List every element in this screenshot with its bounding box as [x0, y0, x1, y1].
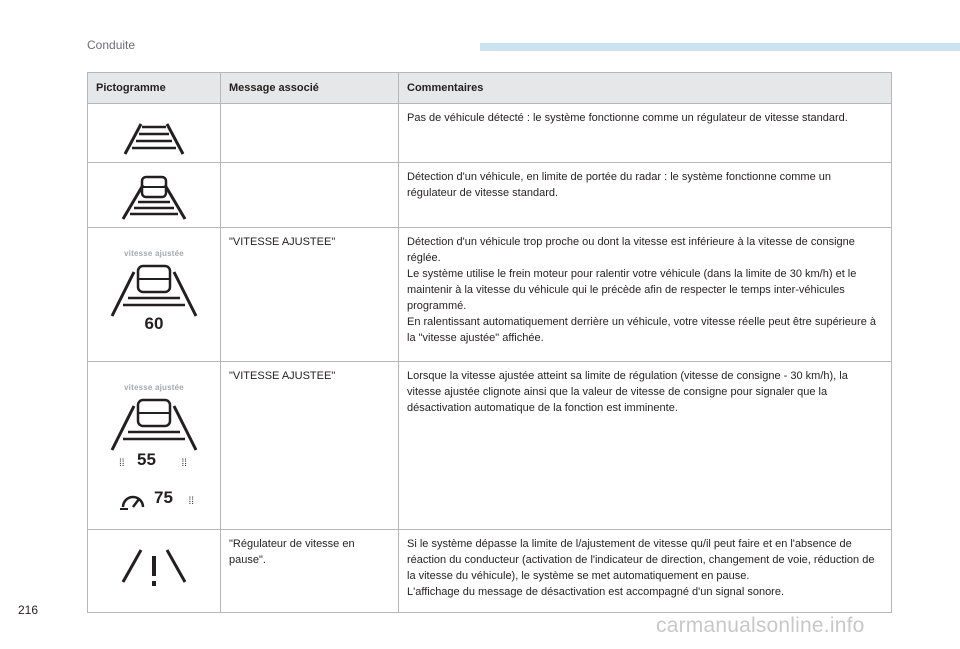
vehicle-close-icon: [104, 262, 204, 318]
comment-cell: Si le système dépasse la limite de l/ajustement de vitesse qu/il peut faire et en l'absence de réaction du conducteur (activation de l'indicateur de direction, changement de voie, réduction de la vitesse du véhicule), le système se met automatiquement en pause. L'affichage du message de désactivation est accompagné d'un signal sonore.: [399, 530, 892, 613]
watermark: carmanualsonline.info: [656, 614, 865, 637]
vehicle-far-icon: [109, 175, 199, 221]
message-cell: "Régulateur de vitesse en pause".: [221, 530, 399, 613]
column-header-message: Message associé: [221, 73, 399, 104]
page-number: 216: [18, 603, 39, 617]
table-header-row: [88, 73, 892, 104]
adjusted-speed-label: vitesse ajustée: [124, 249, 184, 258]
blink-ray-right-icon: ⁞⁞: [188, 496, 194, 507]
pictogram-cell: [88, 530, 221, 613]
vehicle-close-blinking-icon: [104, 396, 204, 452]
message-cell: [221, 163, 399, 228]
column-header-pictogramme: Pictogramme: [88, 73, 221, 104]
road-lanes-icon: [109, 122, 199, 156]
table-row: [88, 163, 892, 228]
blinking-speed: [119, 452, 189, 478]
adjusted-speed-label: vitesse ajustée: [124, 383, 184, 392]
blink-ray-right-icon: ⁞⁞: [181, 458, 187, 469]
pictogram-cell: [88, 228, 221, 362]
section-title: Conduite: [87, 38, 136, 52]
message-cell: [221, 104, 399, 163]
pictogram-cell: [88, 362, 221, 530]
blink-ray-left-icon: ⁞⁞: [119, 458, 125, 469]
comment-cell: Détection d'un véhicule, en limite de portée du radar : le système fonctionne comme un régulateur de vitesse standard.: [399, 163, 892, 228]
column-header-commentaires: Commentaires: [399, 73, 892, 104]
table-row: [88, 228, 892, 362]
cruise-set-speed: [114, 488, 194, 516]
pictogram-cell: [88, 163, 221, 228]
pictogram-table: [87, 72, 892, 613]
header-accent-bar: [480, 43, 960, 51]
speed-value: 55: [137, 450, 156, 469]
speed-value: 75: [154, 488, 173, 507]
comment-cell: Détection d'un véhicule trop proche ou dont la vitesse est inférieure à la vitesse de consigne réglée. Le système utilise le frein moteur pour ralentir votre véhicule (dans la limite de 30 km/h) et le maintenir à la vitesse du véhicule qui le précède afin de respecter le temps inter-véhicules programmé. En ralentissant automatiquement derrière un véhicule, votre vitesse réelle peut être supérieure à la "vitesse ajustée" affichée.: [399, 228, 892, 362]
speed-value: 60: [144, 314, 164, 333]
table-row: [88, 530, 892, 613]
message-cell: "VITESSE AJUSTEE": [221, 362, 399, 530]
table-row: [88, 362, 892, 530]
comment-cell: Lorsque la vitesse ajustée atteint sa limite de régulation (vitesse de consigne - 30 km/h), la vitesse ajustée clignote ainsi que la valeur de vitesse de consigne pour signaler que la désactivation automatique de la fonction est imminente.: [399, 362, 892, 530]
table-row: [88, 104, 892, 163]
warning-lanes-icon: [109, 542, 199, 592]
speedometer-icon: [120, 490, 146, 512]
message-cell: "VITESSE AJUSTEE": [221, 228, 399, 362]
comment-cell: Pas de véhicule détecté : le système fonctionne comme un régulateur de vitesse standard.: [399, 104, 892, 163]
pictogram-cell: [88, 104, 221, 163]
